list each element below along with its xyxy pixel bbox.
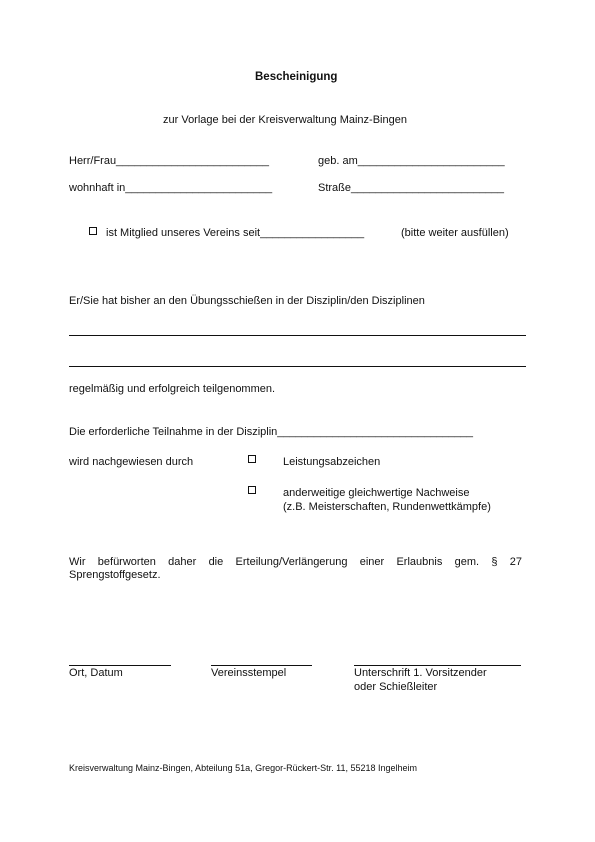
- footer-address: Kreisverwaltung Mainz-Bingen, Abteilung 51a, Gregor-Rückert-Str. 11, 55218 Ingelheim: [69, 763, 418, 773]
- required-participation-field: Die erforderliche Teilnahme in der Disziplin________________________________: [69, 426, 474, 438]
- field-wohnhaft: wohnhaft in________________________: [69, 182, 273, 194]
- unterschrift-line: [354, 665, 521, 666]
- document-subtitle: zur Vorlage bei der Kreisverwaltung Mainz-Bingen: [163, 114, 407, 126]
- document-title: Bescheinigung: [255, 71, 338, 83]
- field-strasse: Straße_________________________: [318, 182, 504, 194]
- discipline-line-1: [69, 335, 526, 336]
- recommendation-text: Wir befürworten daher die Erteilung/Verlängerung einer Erlaubnis gem. § 27 Sprengstoffgesetz.: [69, 556, 522, 581]
- field-herr-frau: Herr/Frau_________________________: [69, 155, 270, 167]
- ort-datum-line: [69, 665, 171, 666]
- stempel-line: [211, 665, 312, 666]
- proof-label: wird nachgewiesen durch: [69, 456, 194, 468]
- other-proof-checkbox[interactable]: [248, 486, 256, 494]
- discipline-line-2: [69, 366, 526, 367]
- other-proof-label-2: (z.B. Meisterschaften, Rundenwettkämpfe): [283, 501, 491, 513]
- stempel-label: Vereinsstempel: [211, 667, 287, 679]
- membership-text: ist Mitglied unseres Vereins seit_________________: [106, 227, 365, 239]
- regular-participation-text: regelmäßig und erfolgreich teilgenommen.: [69, 383, 276, 395]
- unterschrift-label-1: Unterschrift 1. Vorsitzender: [354, 667, 487, 679]
- field-geb-am: geb. am________________________: [318, 155, 505, 167]
- leistungsabzeichen-label: Leistungsabzeichen: [283, 456, 381, 468]
- membership-note: (bitte weiter ausfüllen): [401, 227, 509, 239]
- unterschrift-label-2: oder Schießleiter: [354, 681, 438, 693]
- ort-datum-label: Ort, Datum: [69, 667, 123, 679]
- discipline-intro: Er/Sie hat bisher an den Übungsschießen in der Disziplin/den Disziplinen: [69, 295, 425, 307]
- leistungsabzeichen-checkbox[interactable]: [248, 455, 256, 463]
- other-proof-label-1: anderweitige gleichwertige Nachweise: [283, 487, 470, 499]
- membership-checkbox[interactable]: [89, 227, 97, 235]
